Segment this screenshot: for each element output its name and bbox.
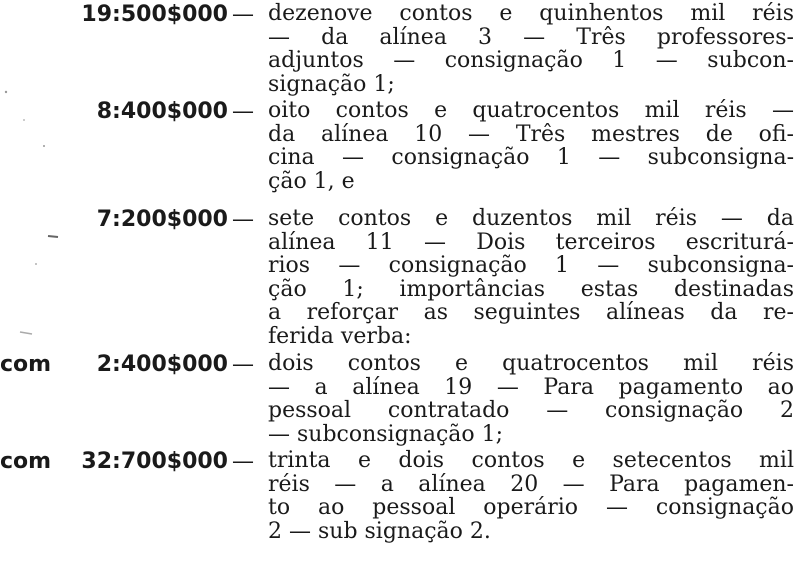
entry-description <box>268 99 794 193</box>
description-line: 2 — sub signação 2. <box>268 518 491 544</box>
description-line: — a alínea 19 — Para pagamento ao <box>268 374 794 400</box>
entry-amount: 2:400$000 <box>96 352 228 377</box>
description-line: signação 1; <box>268 71 395 97</box>
entry-dash: — <box>232 2 254 27</box>
description-line: réis — a alínea 20 — Para pagamen- <box>268 471 794 497</box>
description-line: da alínea 10 — Três mestres de ofi- <box>268 121 794 147</box>
scan-specks <box>0 80 60 440</box>
entry-description <box>268 207 794 348</box>
description-line: trinta e dois contos e setecentos mil <box>268 448 794 473</box>
entry-description <box>268 449 794 543</box>
entry-amount: 32:700$000 <box>81 449 228 474</box>
description-line: rios — consignação 1 — subconsigna- <box>268 253 794 278</box>
description-line: pessoal contratado — consignação 2 <box>268 398 794 423</box>
entry-prefix: com <box>0 352 52 377</box>
description-line: alínea 11 — Dois terceiros escriturá- <box>268 229 794 255</box>
entry-amount: 19:500$000 <box>81 2 228 27</box>
entry-amount: 7:200$000 <box>96 207 228 232</box>
entry-description <box>268 352 794 446</box>
description-line: cina — consignação 1 — subconsigna- <box>268 145 794 170</box>
description-line: oito contos e quatrocentos mil réis — <box>268 98 794 123</box>
description-line: to ao pessoal operário — consignação <box>268 495 794 520</box>
entry-dash: — <box>232 352 254 377</box>
description-line: ção 1, e <box>268 168 355 194</box>
description-line: sete contos e duzentos mil réis — da <box>268 206 794 231</box>
entry-amount: 8:400$000 <box>96 99 228 124</box>
entry-dash: — <box>232 207 254 232</box>
description-line: — da alínea 3 — Três professores- <box>268 24 794 50</box>
entry-dash: — <box>232 449 254 474</box>
entry-prefix: com <box>0 449 52 474</box>
description-line: ferida verba: <box>268 323 412 349</box>
description-line: — subconsignação 1; <box>268 421 504 447</box>
description-line: ção 1; importâncias estas destinadas <box>268 276 794 302</box>
description-line: dois contos e quatrocentos mil réis <box>268 351 794 376</box>
description-line: a reforçar as seguintes alíneas da re- <box>268 300 794 325</box>
entry-description <box>268 2 794 96</box>
description-line: dezenove contos e quinhentos mil réis <box>268 1 794 26</box>
entry-dash: — <box>232 99 254 124</box>
description-line: adjuntos — consignação 1 — subcon- <box>268 48 794 73</box>
